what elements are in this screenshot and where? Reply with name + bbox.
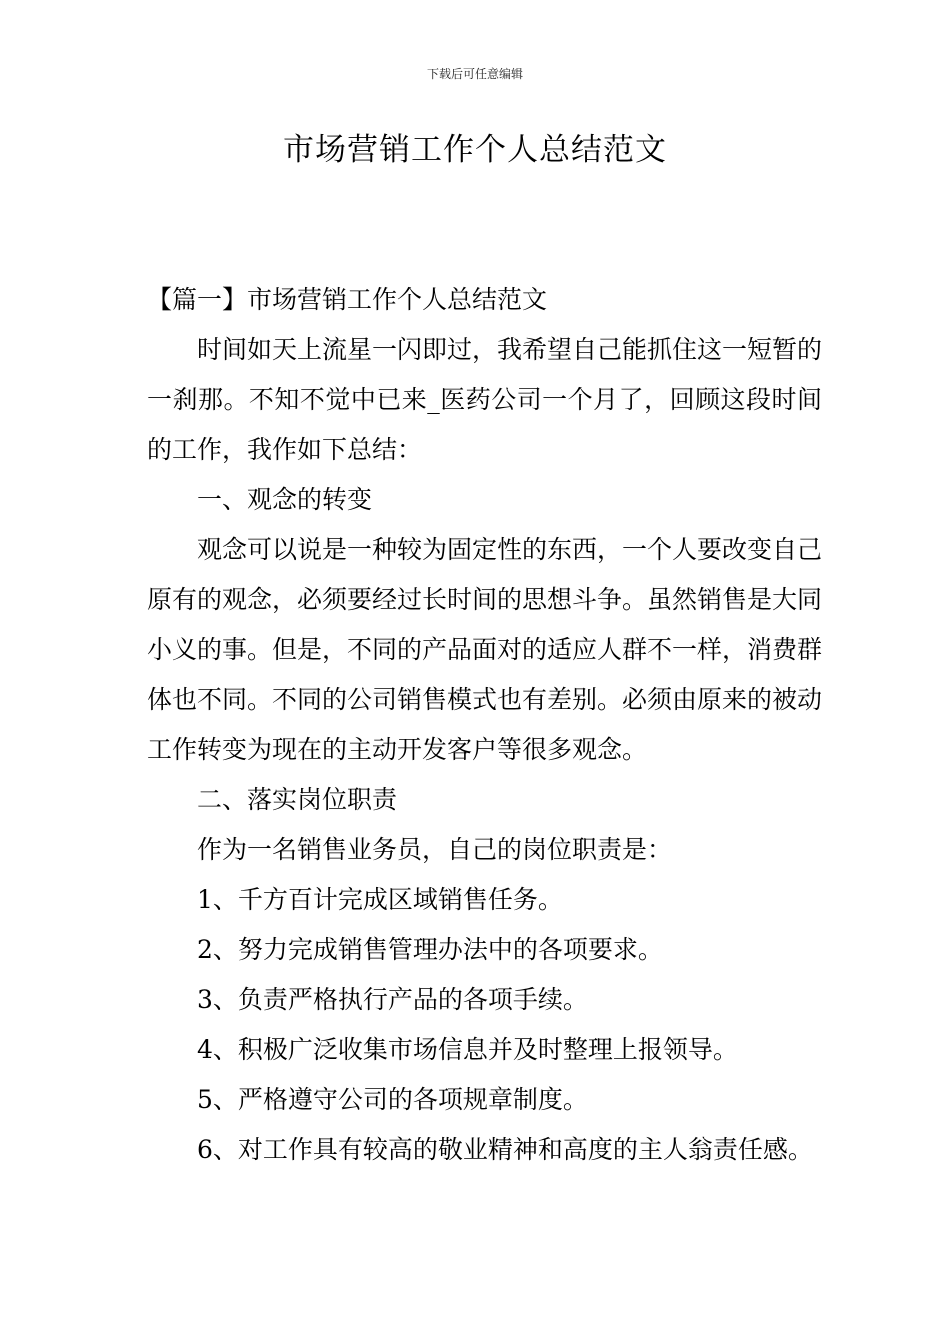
- section-heading: 【篇一】市场营销工作个人总结范文: [147, 285, 548, 314]
- document-body: [147, 275, 822, 1175]
- intro-paragraph: 时间如天上流星一闪即过，我希望自己能抓住这一短暂的一刹那。不知不觉中已来_医药公司一个月了，回顾这段时间的工作，我作如下总结：: [147, 335, 823, 464]
- concept-paragraph: 观念可以说是一种较为固定性的东西，一个人要改变自己原有的观念，必须要经过长时间的思想斗争。虽然销售是大同小义的事。但是，不同的产品面对的适应人群不一样，消费群体也不同。不同的公司销售模式也有差别。必须由原来的被动工作转变为现在的主动开发客户等很多观念。: [147, 535, 823, 764]
- heading-concept-change: 一、观念的转变: [197, 485, 373, 514]
- list-item: 5、严格遵守公司的各项规章制度。: [197, 1085, 588, 1114]
- list-item: 6、对工作具有较高的敬业精神和高度的主人翁责任感。: [197, 1135, 813, 1164]
- list-item: 1、千方百计完成区域销售任务。: [197, 885, 563, 914]
- list-item: 4、积极广泛收集市场信息并及时整理上报领导。: [197, 1035, 738, 1064]
- list-item: 3、负责严格执行产品的各项手续。: [197, 985, 588, 1014]
- list-item: 2、努力完成销售管理办法中的各项要求。: [197, 935, 663, 964]
- page-title: 市场营销工作个人总结范文: [283, 132, 667, 168]
- duties-intro: 作为一名销售业务员，自己的岗位职责是：: [197, 835, 673, 864]
- header-note: 下载后可任意编辑: [426, 67, 523, 81]
- heading-job-duties: 二、落实岗位职责: [197, 785, 398, 814]
